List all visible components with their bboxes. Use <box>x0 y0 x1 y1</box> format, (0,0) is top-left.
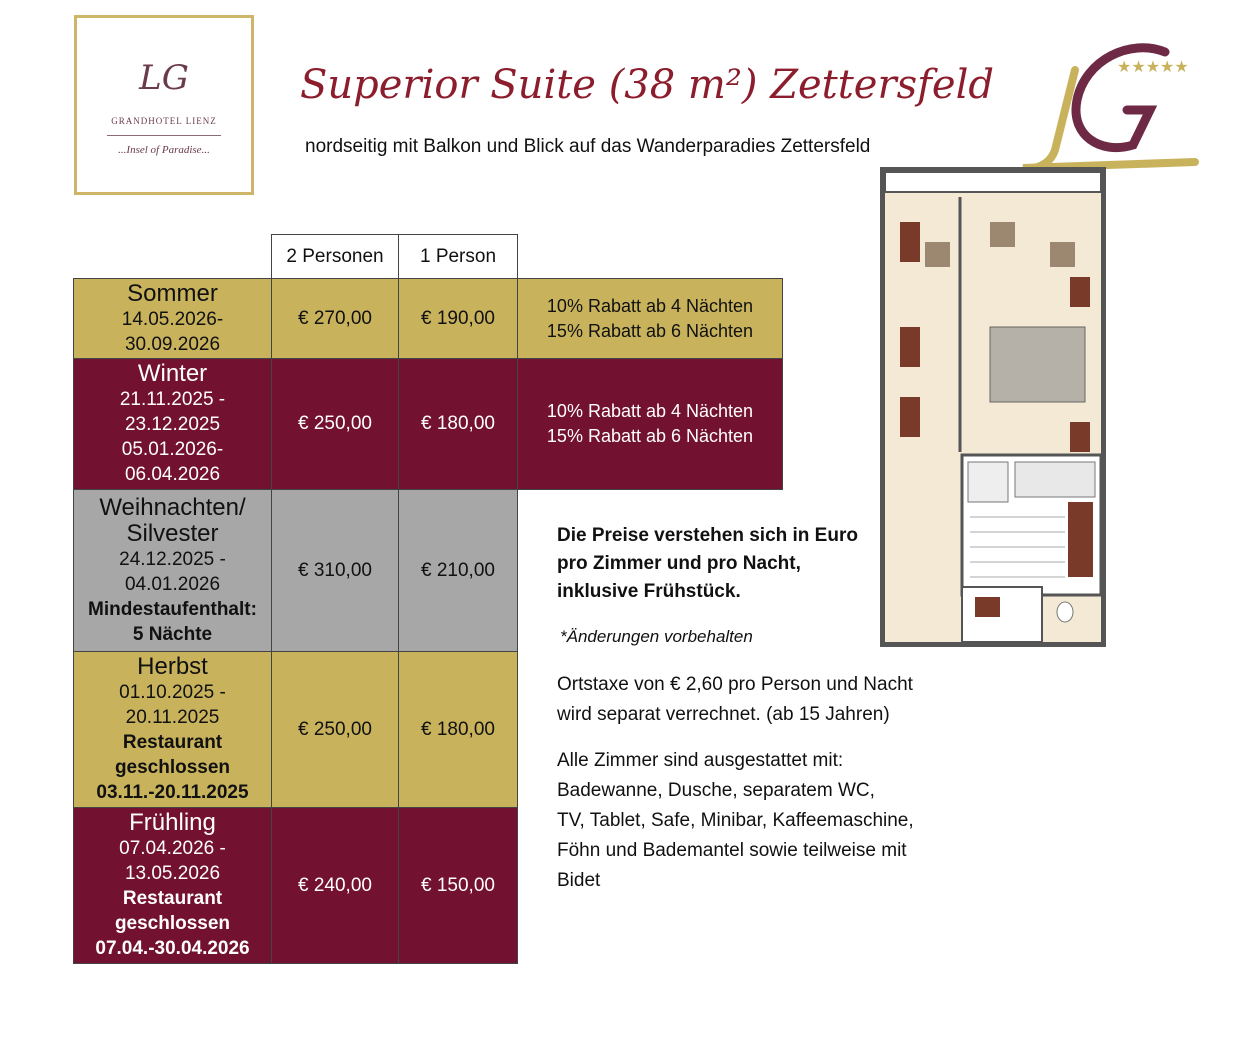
price-1p-sommer: € 190,00 <box>398 278 518 359</box>
price-1p-fruehling: € 150,00 <box>398 807 518 964</box>
amenities-line: Bidet <box>557 870 601 891</box>
price-1p-herbst: € 180,00 <box>398 651 518 808</box>
lg-monogram-logo <box>1015 30 1215 190</box>
rabatt-line: 10% Rabatt ab 4 Nächten <box>546 401 754 421</box>
season-cell-fruehling <box>73 807 272 964</box>
rabatt-line: 15% Rabatt ab 6 Nächten <box>546 320 754 341</box>
season-date: 05.01.2026- <box>121 439 224 460</box>
season-cell-herbst <box>73 651 272 808</box>
season-date: 07.04.2026 - <box>119 838 226 859</box>
amenities-line: Badewanne, Dusche, separatem WC, <box>557 780 875 801</box>
season-note: 5 Nächte <box>132 623 213 645</box>
season-name-line2: Silvester <box>126 519 219 547</box>
season-date: 14.05.2026- <box>121 308 224 330</box>
logo-divider <box>107 135 221 136</box>
hotel-logo <box>74 15 254 195</box>
season-name: Frühling <box>129 809 216 836</box>
season-date: 01.10.2025 - <box>119 682 226 703</box>
price-2p-fruehling: € 240,00 <box>271 807 399 964</box>
season-cell-winter <box>73 358 272 490</box>
season-date: 04.01.2026 <box>124 573 221 595</box>
floor-plan-image <box>880 167 1106 647</box>
logo-monogram: LG <box>139 58 189 98</box>
rabatt-line: 15% Rabatt ab 6 Nächten <box>546 426 754 446</box>
season-name: Sommer <box>127 279 218 307</box>
rabatt-cell-sommer <box>517 278 783 359</box>
season-date: 20.11.2025 <box>125 707 220 728</box>
tax-note <box>557 670 913 730</box>
header-1-person: 1 Person <box>398 234 518 279</box>
logo-hotel-name: GRANDHOTEL LIENZ <box>111 116 217 126</box>
season-date: 06.04.2026 <box>124 464 221 485</box>
price-note-line: Die Preise verstehen sich in Euro <box>557 525 858 546</box>
season-note: geschlossen <box>114 757 231 778</box>
season-date: 13.05.2026 <box>124 863 221 884</box>
price-2p-sommer: € 270,00 <box>271 278 399 359</box>
price-note-line: pro Zimmer und pro Nacht, <box>557 553 801 574</box>
season-date: 30.09.2026 <box>124 333 221 355</box>
price-1p-winter: € 180,00 <box>398 358 518 490</box>
logo-tagline: ...Insel of Paradise... <box>118 144 210 156</box>
five-stars-icon: ★★★★★ <box>1117 57 1189 76</box>
season-note: 07.04.-30.04.2026 <box>95 938 250 959</box>
season-note: geschlossen <box>114 913 231 934</box>
price-note-line: inklusive Frühstück. <box>557 581 741 602</box>
amenities-line: TV, Tablet, Safe, Minibar, Kaffeemaschine, <box>557 810 914 831</box>
price-2p-weihnachten: € 310,00 <box>271 489 399 652</box>
amenities-line: Föhn und Bademantel sowie teilweise mit <box>557 840 907 861</box>
rabatt-line: 10% Rabatt ab 4 Nächten <box>546 295 754 316</box>
season-date: 23.12.2025 <box>124 414 221 435</box>
season-cell-sommer <box>73 278 272 359</box>
season-date: 21.11.2025 - <box>119 389 226 410</box>
season-name: Weihnachten/ <box>99 493 246 521</box>
header-2-personen: 2 Personen <box>271 234 399 279</box>
season-note: Restaurant <box>122 732 223 753</box>
season-date: 24.12.2025 - <box>119 548 226 570</box>
season-name: Herbst <box>137 653 208 680</box>
price-2p-winter: € 250,00 <box>271 358 399 490</box>
season-note: Restaurant <box>122 888 223 909</box>
season-note: 03.11.-20.11.2025 <box>96 782 249 803</box>
rabatt-cell-winter <box>517 358 783 490</box>
disclaimer: *Änderungen vorbehalten <box>560 627 753 646</box>
tax-line: Ortstaxe von € 2,60 pro Person und Nacht <box>557 674 913 695</box>
season-name: Winter <box>137 360 208 387</box>
amenities <box>557 746 914 896</box>
page-subtitle: nordseitig mit Balkon und Blick auf das Wanderparadies Zettersfeld <box>305 136 871 157</box>
season-note: Mindestaufenthalt: <box>88 598 257 620</box>
season-cell-weihnachten <box>73 489 272 652</box>
price-1p-weihnachten: € 210,00 <box>398 489 518 652</box>
tax-line: wird separat verrechnet. (ab 15 Jahren) <box>557 704 890 725</box>
amenities-line: Alle Zimmer sind ausgestattet mit: <box>557 750 844 771</box>
price-2p-herbst: € 250,00 <box>271 651 399 808</box>
price-note <box>557 522 897 606</box>
page-title: Superior Suite (38 m²) Zettersfeld <box>300 62 995 108</box>
